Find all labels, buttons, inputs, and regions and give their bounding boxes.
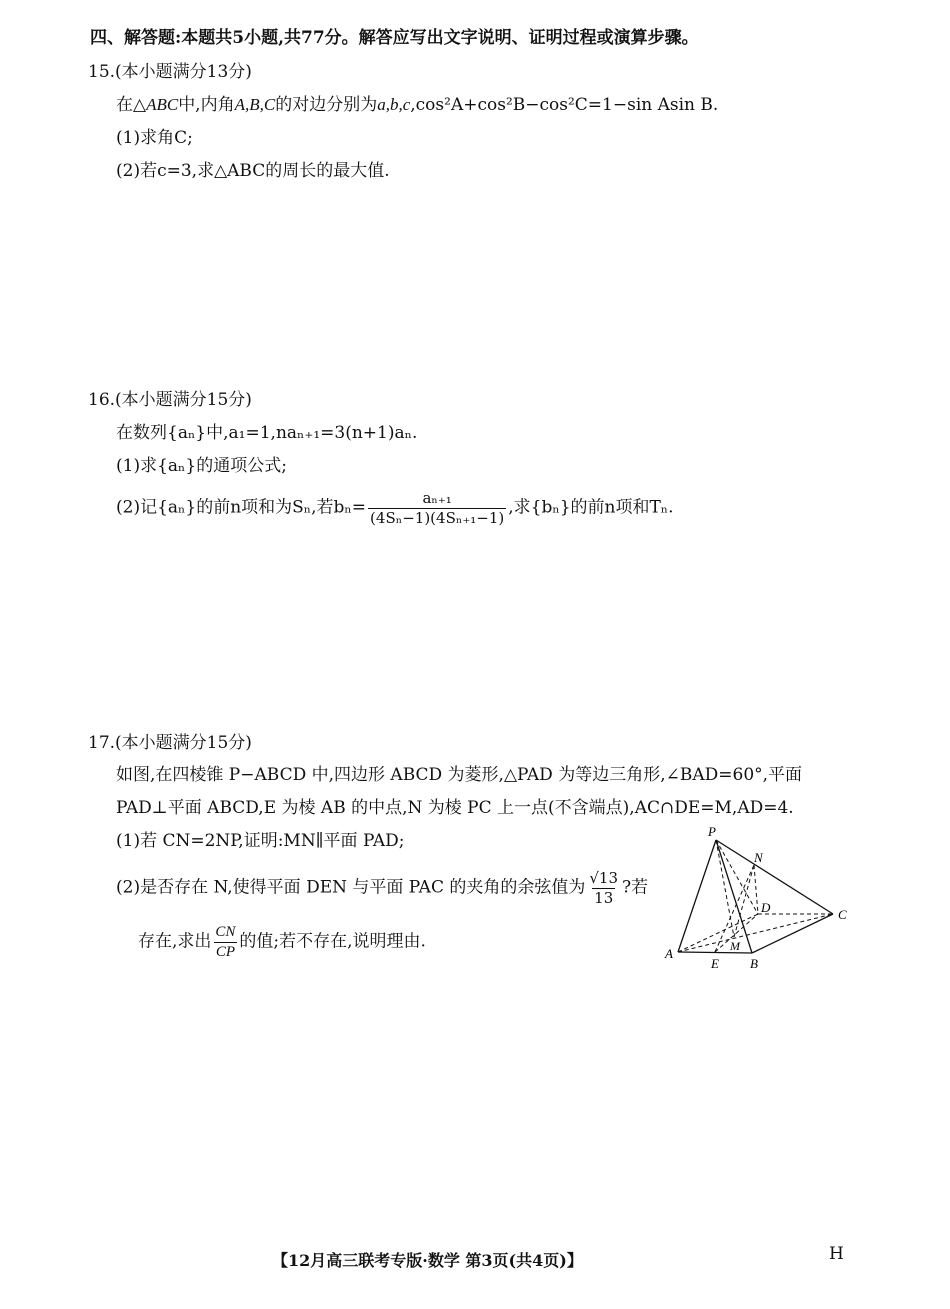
edge-PA (678, 840, 716, 952)
q15-stem-eq: ,cos²A+cos²B−cos²C=1−sin Asin B. (410, 95, 719, 115)
q16-part2-suffix: ,求{bₙ}的前n项和Tₙ. (508, 497, 674, 518)
label-P: P (708, 824, 716, 839)
q15-stem (116, 93, 718, 117)
q17-part2-line2-suffix: 的值;若不存在,说明理由. (239, 931, 426, 952)
label-A: A (665, 946, 673, 961)
label-D: D (761, 900, 771, 915)
label-B: B (750, 956, 758, 971)
seg-ND (754, 865, 758, 914)
pyramid-figure (660, 822, 860, 972)
q17-part2-line2-frac-num: CN (215, 924, 236, 940)
q16-part2 (116, 490, 674, 526)
q15-number: 15. (88, 62, 116, 82)
q16-stem: 在数列{aₙ}中,a₁=1,naₙ₊₁=3(n+1)aₙ. (116, 423, 418, 443)
q16-header (88, 388, 252, 412)
section-heading: 四、解答题:本题共5小题,共77分。解答应写出文字说明、证明过程或演算步骤。 (90, 28, 699, 48)
q17-part2-frac-num: √13 (589, 869, 619, 887)
q16-number: 16. (88, 390, 116, 410)
label-E: E (711, 956, 719, 971)
page-code: H (829, 1244, 844, 1264)
edge-BC (752, 914, 833, 953)
q17-stem-line2: PAD⊥平面 ABCD,E 为棱 AB 的中点,N 为棱 PC 上一点(不含端点),AC∩DE=M,AD=4. (116, 798, 794, 818)
q15-stem-prefix: 在△ (116, 95, 147, 115)
q15-part2: (2)若c=3,求△ABC的周长的最大值. (116, 161, 390, 181)
q17-part2-fraction (587, 870, 620, 906)
q15-part1: (1)求角C; (116, 128, 193, 148)
q17-part2 (116, 870, 648, 906)
q16-part2-prefix: (2)记{aₙ}的前n项和为Sₙ,若bₙ= (116, 497, 367, 518)
q17-number: 17. (88, 733, 116, 753)
q15-stem-mid: 中,内角 (178, 95, 235, 115)
q17-part2-line2 (138, 924, 426, 960)
q16-part2-frac-den: (4Sₙ−1)(4Sₙ₊₁−1) (370, 508, 505, 527)
edge-PC (716, 840, 833, 914)
q17-score: (本小题满分15分) (115, 733, 252, 753)
label-C: C (838, 907, 847, 922)
q17-part2-line2-frac-den: CP (215, 943, 235, 960)
q15-stem-angles: A,B,C (234, 95, 276, 114)
label-N: N (754, 850, 763, 865)
diag-AC (678, 914, 833, 952)
q15-header (88, 60, 252, 84)
q17-stem-line1: 如图,在四棱锥 P−ABCD 中,四边形 ABCD 为菱形,△PAD 为等边三角形,∠BAD=60°,平面 (116, 765, 803, 785)
q16-part2-frac-num: aₙ₊₁ (422, 489, 452, 507)
q15-score: (本小题满分13分) (115, 62, 252, 82)
q16-part2-fraction (368, 490, 506, 526)
q17-part2-line2-prefix: 存在,求出 (138, 931, 212, 952)
q17-part2-line2-fraction (213, 924, 237, 960)
q15-stem-sides-text: 的对边分别为 (275, 95, 378, 115)
q16-part1: (1)求{aₙ}的通项公式; (116, 456, 287, 476)
q17-header (88, 731, 252, 755)
q15-stem-triangle: ABC (146, 95, 179, 114)
q15-stem-sides: a,b,c (377, 95, 411, 114)
page-footer: 【12月高三联考专版·数学 第3页(共4页)】 (272, 1251, 583, 1270)
q17-part1: (1)若 CN=2NP,证明:MN∥平面 PAD; (116, 831, 405, 851)
edge-PD (716, 840, 758, 914)
label-M: M (730, 939, 740, 953)
q17-part2-suffix: ?若 (622, 877, 649, 898)
q17-part2-frac-den: 13 (594, 888, 614, 907)
q16-score: (本小题满分15分) (115, 390, 252, 410)
edge-AB (678, 952, 752, 953)
q17-part2-prefix: (2)是否存在 N,使得平面 DEN 与平面 PAC 的夹角的余弦值为 (116, 877, 586, 898)
